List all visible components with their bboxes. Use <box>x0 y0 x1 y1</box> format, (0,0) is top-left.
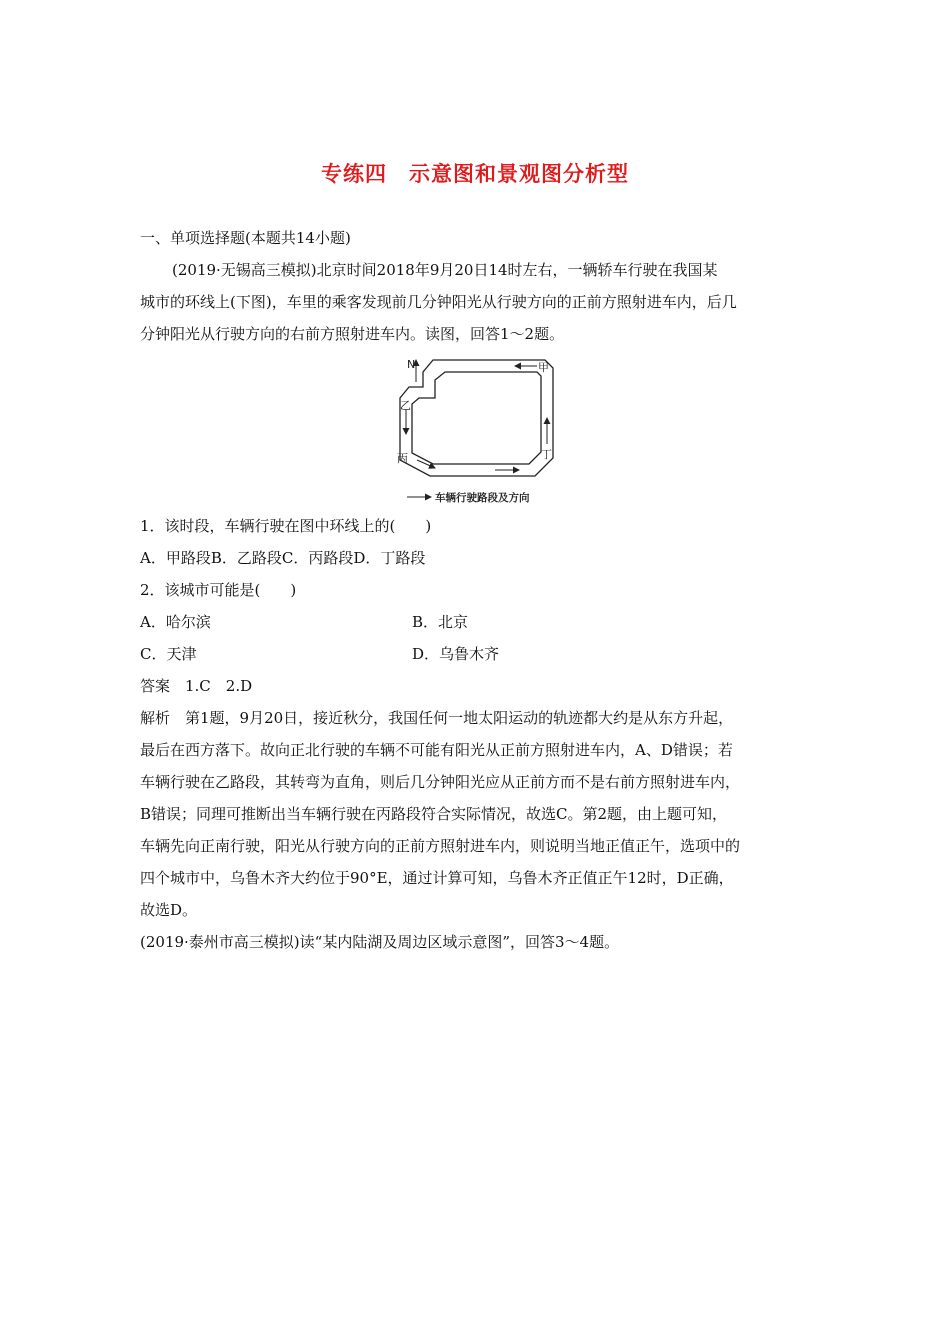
ring-road-diagram <box>385 352 565 507</box>
question-2-option-c: C．天津 <box>140 645 197 663</box>
analysis-line-3: 车辆行驶在乙路段，其转弯为直角，则后几分钟阳光应从正前方而不是右前方照射进车内， <box>140 773 741 791</box>
analysis-line-2: 最后在西方落下。故向正北行驶的车辆不可能有阳光从正前方照射进车内，A、D错误；若 <box>140 741 733 759</box>
section-heading: 一、单项选择题(本题共14小题) <box>140 229 351 247</box>
segment-label-jia: 甲 <box>538 361 549 374</box>
legend-label: 车辆行驶路段及方向 <box>435 492 530 504</box>
intro-line-1: (2019·无锡高三模拟)北京时间2018年9月20日14时左右，一辆轿车行驶在我国某 <box>172 261 718 279</box>
question-2-stem: 2．该城市可能是( ) <box>140 581 297 599</box>
analysis-line-6: 四个城市中，乌鲁木齐大约位于90°E，通过计算可知，乌鲁木齐正值正午12时，D正确， <box>140 869 734 887</box>
next-question-intro: (2019·泰州市高三模拟)读“某内陆湖及周边区域示意图”，回答3～4题。 <box>140 933 620 951</box>
analysis-line-5: 车辆先向正南行驶，阳光从行驶方向的正前方照射进车内，则说明当地正值正午，选项中的 <box>140 837 741 855</box>
segment-label-bing: 丙 <box>397 452 408 465</box>
intro-line-3: 分钟阳光从行驶方向的右前方照射进车内。读图，回答1～2题。 <box>140 325 565 343</box>
analysis-line-1: 解析 第1题，9月20日，接近秋分，我国任何一地太阳运动的轨迹都大约是从东方升起， <box>140 709 734 727</box>
answer-line: 答案 1.C 2.D <box>140 677 253 695</box>
segment-label-ding: 丁 <box>541 448 552 461</box>
intro-line-2: 城市的环线上(下图)，车里的乘客发现前几分钟阳光从行驶方向的正前方照射进车内，后几 <box>140 293 737 311</box>
segment-label-yi: 乙 <box>400 399 411 412</box>
question-1-options: A．甲路段B．乙路段C．丙路段D．丁路段 <box>140 549 426 567</box>
analysis-line-7: 故选D。 <box>140 901 198 919</box>
road-inner-edge <box>412 372 541 464</box>
north-label: N <box>407 358 416 371</box>
question-2-option-b: B．北京 <box>412 613 469 631</box>
question-1-stem: 1．该时段，车辆行驶在图中环线上的( ) <box>140 517 432 535</box>
page-title: 专练四 示意图和景观图分析型 <box>321 162 629 186</box>
question-2-option-d: D．乌鲁木齐 <box>412 645 500 663</box>
analysis-line-4: B错误；同理可推断出当车辆行驶在丙路段符合实际情况，故选C。第2题，由上题可知， <box>140 805 728 823</box>
question-2-option-a: A．哈尔滨 <box>140 613 211 631</box>
ring-road-svg <box>385 352 565 507</box>
